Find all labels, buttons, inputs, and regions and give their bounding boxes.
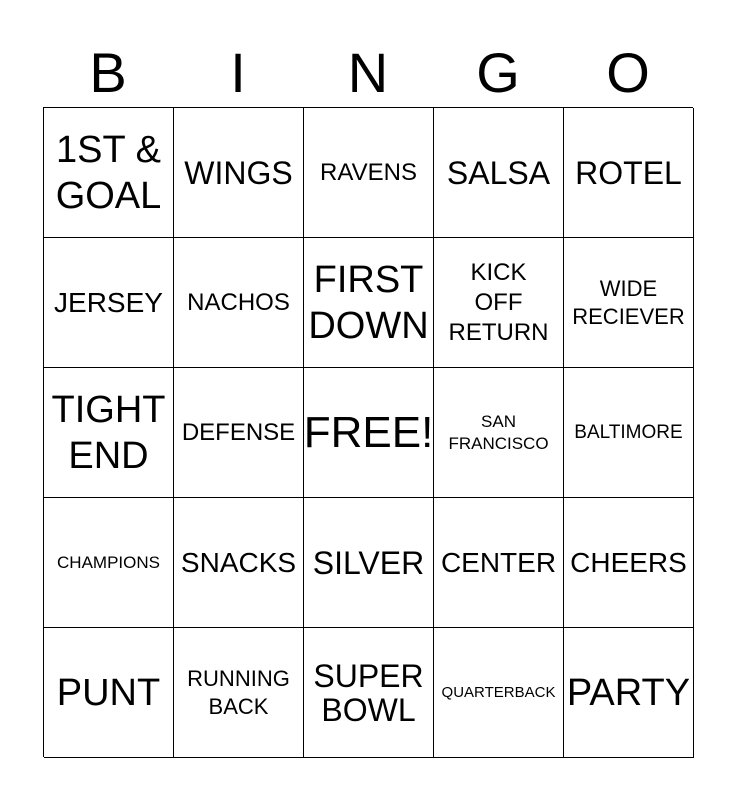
free-space[interactable]	[304, 368, 434, 498]
cell-label: RAVENS	[320, 158, 417, 186]
cell-label: SNACKS	[180, 546, 297, 578]
cell-label: PARTY	[566, 671, 691, 714]
cell-label: JERSEY	[54, 286, 163, 318]
cell-label: PUNT	[56, 671, 161, 714]
bingo-cell[interactable]	[44, 238, 174, 368]
bingo-cell[interactable]	[44, 108, 174, 238]
bingo-cell[interactable]	[434, 238, 564, 368]
bingo-cell[interactable]	[174, 368, 304, 498]
bingo-cell[interactable]	[564, 498, 694, 628]
bingo-board	[43, 107, 693, 757]
cell-label: FREE!	[304, 407, 434, 457]
header-letter-b: B	[89, 41, 127, 104]
header-letter-g: G	[476, 41, 520, 104]
bingo-header	[43, 40, 693, 106]
bingo-cell[interactable]	[564, 628, 694, 758]
cell-label: TIGHT END	[51, 388, 166, 477]
bingo-cell[interactable]	[434, 108, 564, 238]
bingo-cell[interactable]	[304, 628, 434, 758]
cell-label: ROTEL	[575, 154, 682, 191]
header-letter-o: O	[606, 41, 650, 104]
cell-label: BALTIMORE	[574, 421, 683, 443]
header-letter-n: N	[347, 41, 389, 104]
bingo-cell[interactable]	[304, 498, 434, 628]
bingo-cell[interactable]	[434, 628, 564, 758]
cell-label: SILVER	[312, 544, 425, 581]
cell-label: SALSA	[446, 154, 551, 191]
header-letter-i: I	[230, 41, 246, 104]
bingo-cell[interactable]	[304, 238, 434, 368]
bingo-cell[interactable]	[174, 628, 304, 758]
bingo-cell[interactable]	[434, 368, 564, 498]
cell-label: RUNNING BACK	[187, 665, 290, 719]
cell-label: WINGS	[184, 154, 293, 191]
bingo-cell[interactable]	[174, 498, 304, 628]
bingo-cell[interactable]	[44, 628, 174, 758]
cell-label: CENTER	[440, 546, 557, 578]
bingo-cell[interactable]	[174, 238, 304, 368]
cell-label: DEFENSE	[181, 418, 296, 446]
cell-label: SAN FRANCISCO	[448, 411, 549, 453]
cell-label: SUPER BOWL	[313, 657, 424, 728]
bingo-cell[interactable]	[564, 108, 694, 238]
cell-label: NACHOS	[187, 288, 290, 316]
bingo-cell[interactable]	[44, 498, 174, 628]
cell-label: 1ST & GOAL	[55, 128, 162, 217]
bingo-cell[interactable]	[564, 238, 694, 368]
cell-label: QUARTERBACK	[441, 683, 556, 701]
cell-label: CHEERS	[570, 546, 687, 578]
cell-label: KICK OFF RETURN	[448, 258, 549, 346]
bingo-cell[interactable]	[44, 368, 174, 498]
cell-label: WIDE RECIEVER	[572, 275, 685, 329]
cell-label: CHAMPIONS	[57, 552, 160, 572]
cell-label: FIRST DOWN	[308, 258, 429, 347]
bingo-cell[interactable]	[304, 108, 434, 238]
bingo-cell[interactable]	[434, 498, 564, 628]
bingo-cell[interactable]	[564, 368, 694, 498]
bingo-cell[interactable]	[174, 108, 304, 238]
